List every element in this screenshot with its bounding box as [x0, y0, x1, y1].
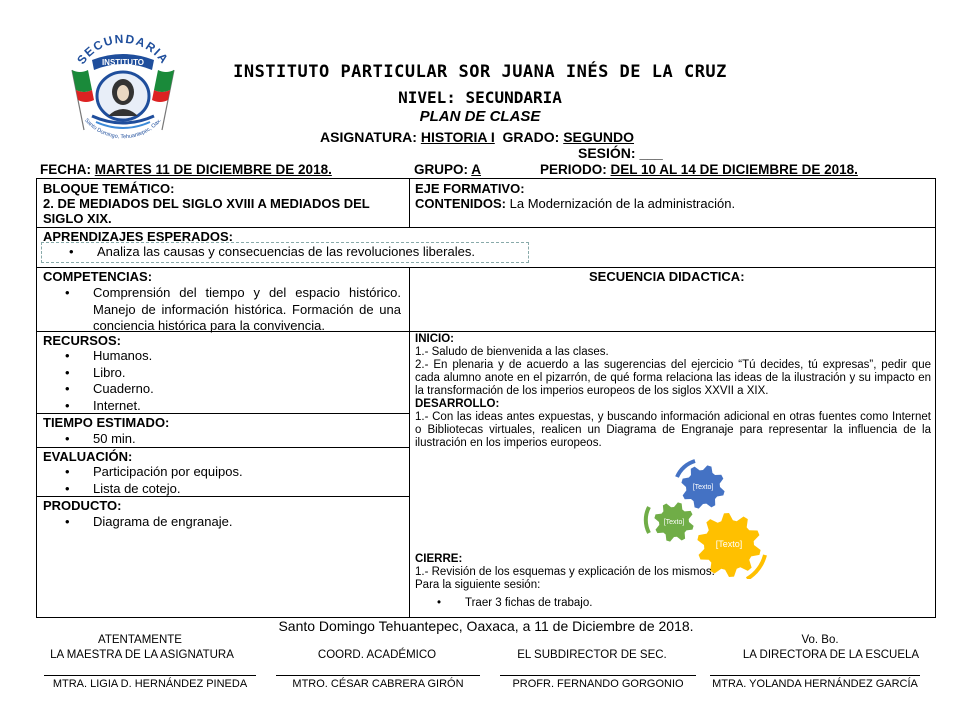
seal-bottom-text: Santo Domingo, Tehuantepec, Oax. — [83, 117, 163, 141]
period-line — [540, 162, 858, 177]
session-line — [578, 145, 663, 161]
level-title: NIVEL: SECUNDARIA — [398, 88, 562, 107]
subject-grade-line — [320, 129, 634, 145]
cierre-next-session: Para la siguiente sesión: — [415, 579, 541, 591]
gear-arrow — [646, 507, 649, 533]
resources-label: RECURSOS: — [43, 333, 122, 348]
list-item: • Diagrama de engranaje. — [37, 514, 407, 531]
cierre-step-1: 1.- Revisión de los esquemas y explicación de los mismos. — [415, 566, 715, 578]
subject-value: HISTORIA I — [420, 129, 495, 145]
list-item: • Internet. — [37, 398, 407, 415]
resources-list — [37, 348, 407, 414]
table-divider — [37, 227, 935, 228]
seal-top-text: SECUNDARIA — [74, 31, 172, 67]
sequence-label: SECUENCIA DIDACTICA: — [589, 269, 745, 284]
list-item: • Lista de cotejo. — [37, 481, 407, 498]
sig1-name: MTRA. LIGIA D. HERNÁNDEZ PINEDA — [52, 678, 248, 690]
institute-title: INSTITUTO PARTICULAR SOR JUANA INÉS DE LA CRUZ — [233, 62, 727, 82]
contents-value: La Modernización de la administración. — [509, 196, 736, 211]
period-value: DEL 10 AL 14 DE DICIEMBRE DE 2018. — [610, 162, 858, 177]
date-line — [40, 162, 332, 177]
group-value: A — [471, 162, 481, 177]
group-line — [414, 162, 481, 177]
list-item: • Traer 3 fichas de trabajo. — [409, 597, 929, 610]
sig3-name: PROFR. FERNANDO GORGONIO — [512, 678, 684, 690]
inicio-label: INICIO: — [415, 333, 454, 345]
table-divider — [409, 267, 410, 617]
sig4-role: LA DIRECTORA DE LA ESCUELA — [742, 649, 920, 661]
block-label: BLOQUE TEMÁTICO: — [43, 181, 175, 196]
evaluation-label: EVALUACIÓN: — [43, 449, 133, 464]
product-label: PRODUCTO: — [43, 498, 122, 513]
gear-label-green: [Texto] — [663, 519, 685, 526]
period-label: PERIODO: — [540, 162, 607, 177]
cierre-list — [409, 597, 929, 610]
list-item: • 50 min. — [37, 431, 407, 448]
desarrollo-label: DESARROLLO: — [415, 398, 500, 410]
sig2-role: COORD. ACADÉMICO — [317, 649, 437, 661]
inicio-step-2: 2.- En plenaria y de acuerdo a las sugerencias del ejercicio “Tú decides, tú expresas”, pedir que cada alumno anote en el pizarrón, de qué forma relaciona las ideas de la ilustración y su impacto en la transformación de los imperios europeos de los siglos XXVII a XIX. — [415, 359, 931, 397]
axis-label: EJE FORMATIVO: — [415, 181, 525, 196]
product-list — [37, 514, 407, 531]
block-value: 2. DE MEDIADOS DEL SIGLO XVIII A MEDIADOS DEL SIGLO XIX. — [43, 196, 370, 226]
grade-label: GRADO: — [502, 129, 560, 145]
cierre-label: CIERRE: — [415, 553, 463, 565]
grade-value: SEGUNDO — [563, 129, 635, 145]
seal-banner-text: INSTITUTO — [101, 58, 145, 67]
list-item: • Comprensión del tiempo y del espacio histórico. Manejo de información histórica. Formación de una conciencia histórica para la convivencia. — [37, 285, 407, 335]
expected-list — [41, 244, 541, 261]
competencies-label: COMPETENCIAS: — [43, 269, 153, 284]
time-list — [37, 431, 407, 448]
list-item: • Libro. — [37, 365, 407, 382]
sig3-role: EL SUBDIRECTOR DE SEC. — [517, 649, 667, 661]
document-type-title: PLAN DE CLASE — [419, 108, 541, 125]
sig4-name: MTRA. YOLANDA HERNÁNDEZ GARCÍA — [712, 678, 918, 690]
sig1-top: ATENTAMENTE — [98, 634, 182, 646]
table-divider — [37, 267, 935, 268]
time-label: TIEMPO ESTIMADO: — [43, 415, 170, 430]
list-item: • Participación por equipos. — [37, 464, 407, 481]
session-value: ___ — [639, 145, 663, 161]
session-label: SESIÓN: — [578, 145, 636, 161]
date-label: FECHA: — [40, 162, 91, 177]
desarrollo-step-1: 1.- Con las ideas antes expuestas, y buscando información adicional en otras fuentes como Internet o Bibliotecas virtuales, realicen un Diagrama de Engranaje para representar la influencia de la ilustración en los imperios europeos. — [415, 411, 931, 449]
expected-label: APRENDIZAJES ESPERADOS: — [43, 229, 233, 244]
sig4-top: Vo. Bo. — [801, 634, 839, 646]
evaluation-list — [37, 464, 407, 497]
group-label: GRUPO: — [414, 162, 468, 177]
gear-label-yellow: [Texto] — [715, 539, 743, 549]
list-item: • Analiza las causas y consecuencias de las revoluciones liberales. — [41, 244, 541, 261]
sig1-role: LA MAESTRA DE LA ASIGNATURA — [50, 649, 234, 661]
list-item: • Cuaderno. — [37, 381, 407, 398]
competencies-list — [37, 285, 407, 335]
table-divider — [409, 179, 410, 227]
sig2-name: MTRO. CÉSAR CABRERA GIRÓN — [292, 678, 464, 690]
signature-line — [500, 675, 696, 676]
signature-line — [44, 675, 256, 676]
date-value: MARTES 11 DE DICIEMBRE DE 2018. — [94, 162, 332, 177]
signature-line — [276, 675, 480, 676]
signature-line — [710, 675, 920, 676]
subject-label: ASIGNATURA: — [320, 129, 417, 145]
contents-label: CONTENIDOS: — [415, 196, 506, 211]
lesson-plan-table — [36, 178, 936, 618]
place-date: Santo Domingo Tehuantepec, Oaxaca, a 11 de Diciembre de 2018. — [278, 618, 694, 634]
list-item: • Humanos. — [37, 348, 407, 365]
inicio-step-1: 1.- Saludo de bienvenida a las clases. — [415, 346, 609, 358]
gear-label-blue: [Texto] — [692, 484, 714, 491]
